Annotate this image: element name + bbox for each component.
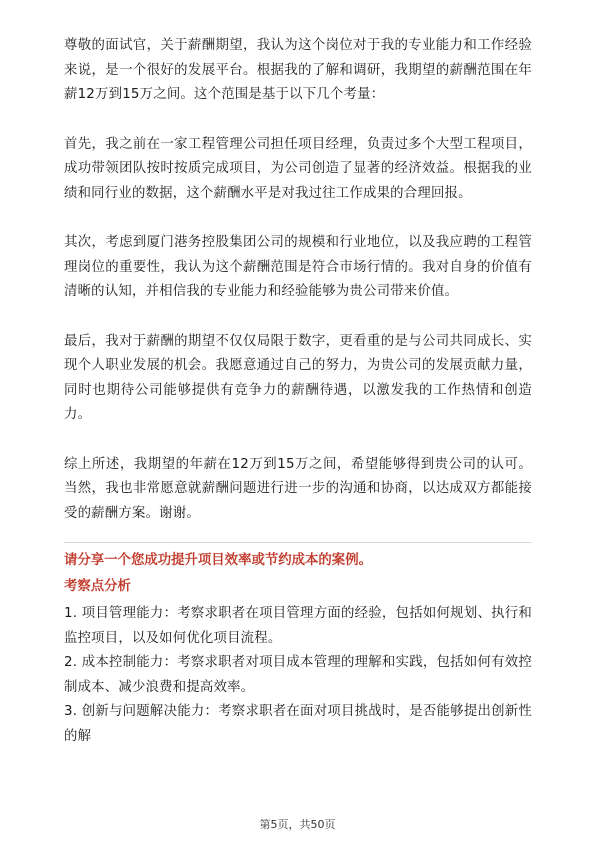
section-divider xyxy=(64,542,532,543)
page-number-footer: 第5页，共50页 xyxy=(259,818,336,831)
interview-question: 请分享一个您成功提升项目效率或节约成本的案例。 xyxy=(64,553,372,568)
page-content xyxy=(64,34,532,749)
answer-paragraph-2: 首先，我之前在一家工程管理公司担任项目经理，负责过多个大型工程项目，成功带领团队按时按质完成项目，为公司创造了显著的经济效益。根据我的业绩和同行业的数据，这个薪酬水平是对我过往工作成果的合理回报。 xyxy=(64,136,532,201)
answer-paragraph-3: 其次，考虑到厦门港务控股集团公司的规模和行业地位，以及我应聘的工程管理岗位的重要性，我认为这个薪酬范围是符合市场行情的。我对自身的价值有清晰的认知，并相信我的专业能力和经验能够为贵公司带来价值。 xyxy=(64,235,532,299)
answer-paragraph-5: 综上所述，我期望的年薪在12万到15万之间，希望能够得到贵公司的认可。当然，我也非常愿意就薪酬问题进行进一步的沟通和协商，以达成双方都能接受的薪酬方案。谢谢。 xyxy=(64,456,532,521)
analysis-point-2: 2. 成本控制能力：考察求职者对项目成本管理的理解和实践，包括如何有效控制成本、减少浪费和提高效率。 xyxy=(64,655,532,695)
answer-paragraph-1: 尊敬的面试官，关于薪酬期望，我认为这个岗位对于我的专业能力和工作经验来说，是一个很好的发展平台。根据我的了解和调研，我期望的薪酬范围在年薪12万到15万之间。这个范围是基于以下几个考量： xyxy=(64,38,532,102)
analysis-point-3: 3. 创新与问题解决能力：考察求职者在面对项目挑战时，是否能够提出创新性的解 xyxy=(64,704,532,744)
analysis-point-1: 1. 项目管理能力：考察求职者在项目管理方面的经验，包括如何规划、执行和监控项目，以及如何优化项目流程。 xyxy=(64,606,532,646)
analysis-heading: 考察点分析 xyxy=(64,579,131,594)
answer-paragraph-4: 最后，我对于薪酬的期望不仅仅局限于数字，更看重的是与公司共同成长、实现个人职业发展的机会。我愿意通过自己的努力，为贵公司的发展贡献力量，同时也期待公司能够提供有竞争力的薪酬待遇，以激发我的工作热情和创造力。 xyxy=(64,333,532,422)
